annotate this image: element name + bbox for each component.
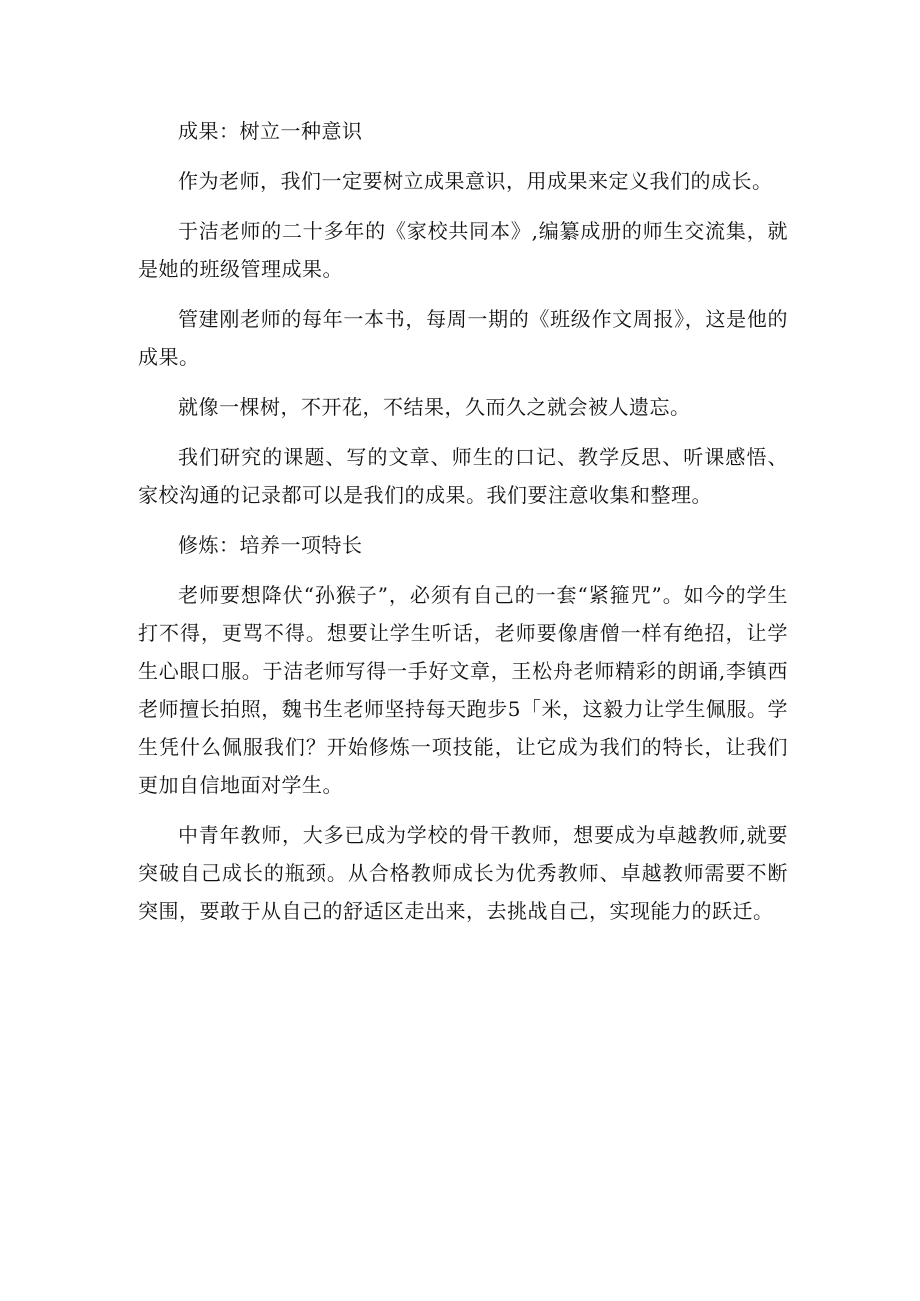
paragraph: 就像一棵树，不开花，不结果，久而久之就会被人遗忘。 — [178, 395, 691, 419]
paragraph: 中青年教师，大多已成为学校的骨干教师，想要成为卓越教师,就要突破自己成长的瓶颈。从合格教师成长为优秀教师、卓越教师需要不断突围，要敢于从自己的舒适区走出来，去挑战自己，实现能力的跃迁。 — [138, 823, 788, 923]
section-heading-practice: 修炼：培养一项特长 — [178, 533, 363, 557]
paragraph: 管建刚老师的每年一本书，每周一期的《班级作文周报》，这是他的成果。 — [138, 307, 788, 369]
paragraph: 于洁老师的二十多年的《家校共同本》,编纂成册的师生交流集，就是她的班级管理成果。 — [138, 219, 788, 281]
paragraph: 我们研究的课题、写的文章、师生的口记、教学反思、听课感悟、家校沟通的记录都可以是我们的成果。我们要注意收集和整理。 — [138, 445, 788, 507]
paragraph: 作为老师，我们一定要树立成果意识，用成果来定义我们的成长。 — [178, 169, 773, 193]
paragraph: 老师要想降伏“孙猴子”，必须有自己的一套“紧箍咒”。如今的学生打不得，更骂不得。想要让学生听话，老师要像唐僧一样有绝招，让学生心眼口服。于洁老师写得一手好文章，王松舟老师精彩的朗诵,李镇西老师擅长拍照，魏书生老师坚持每天跑步5「米，这毅力让学生佩服。学生凭什么佩服我们？开始修炼一项技能，让它成为我们的特长，让我们更加自信地面对学生。 — [138, 583, 788, 797]
section-heading-results: 成果：树立一种意识 — [178, 119, 363, 143]
document-page — [138, 112, 788, 942]
